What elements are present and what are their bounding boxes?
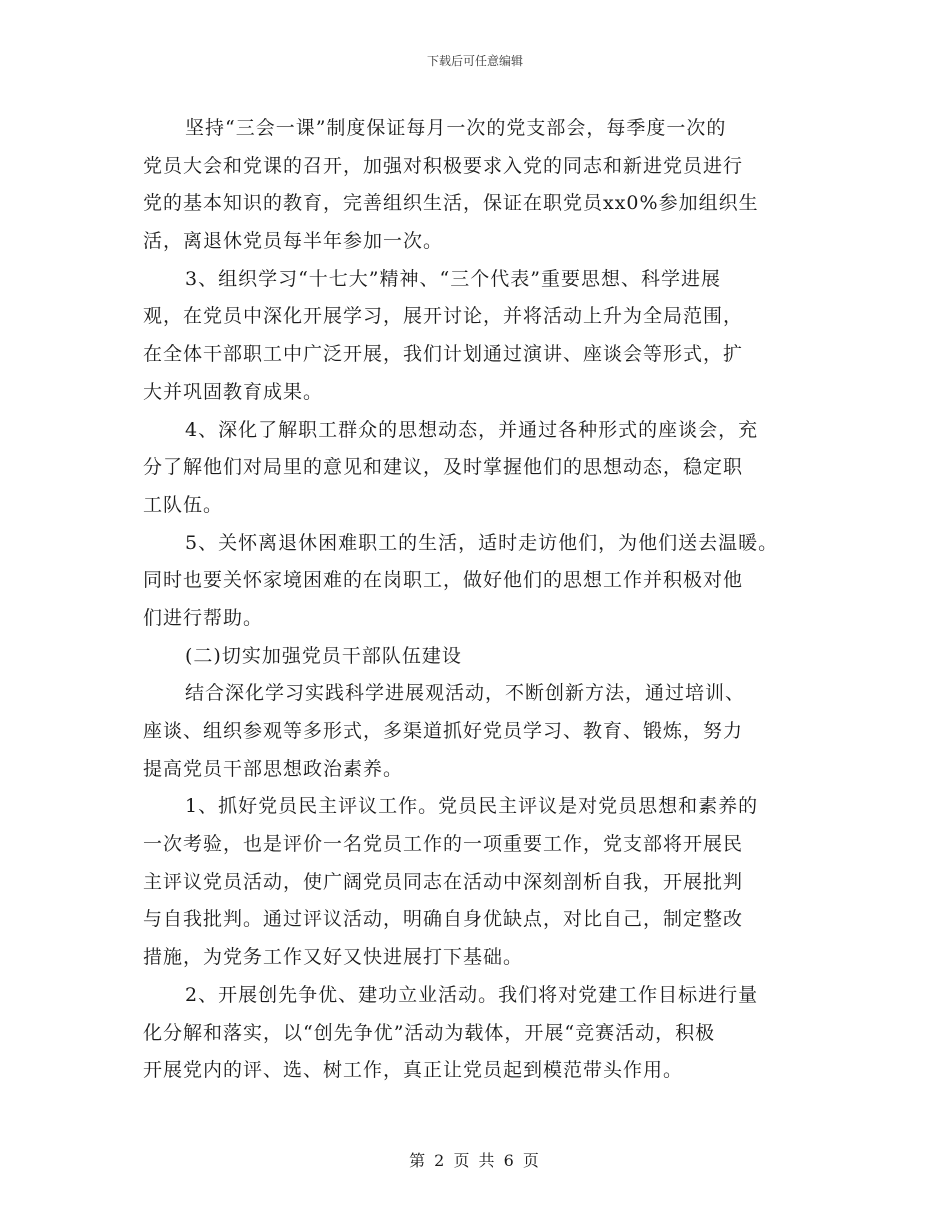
document-body — [143, 110, 813, 1090]
text-line: 3、组织学习“十七大”精神、“三个代表”重要思想、科学进展 — [185, 267, 721, 290]
text-line: 工队伍。 — [143, 493, 224, 516]
text-line: 化分解和落实，以“创先争优”活动为载体，开展“竞赛活动，积极 — [143, 1021, 716, 1044]
text-line: (二)切实加强党员干部队伍建设 — [185, 644, 462, 667]
text-line: 与自我批判。通过评议活动，明确自身优缺点，对比自己，制定整改 — [143, 908, 744, 931]
text-line: 观，在党员中深化开展学习，展开讨论，并将活动上升为全局范围， — [143, 305, 744, 328]
text-line: 提高党员干部思想政治素养。 — [143, 757, 404, 780]
text-line: 主评议党员活动，使广阔党员同志在活动中深刻剖析自我，开展批判 — [143, 870, 744, 893]
text-line: 1、抓好党员民主评议工作。党员民主评议是对党员思想和素养的 — [185, 795, 759, 818]
text-line: 开展党内的评、选、树工作，真正让党员起到模范带头作用。 — [143, 1059, 684, 1082]
text-line: 大并巩固教育成果。 — [143, 380, 324, 403]
text-line: 措施，为党务工作又好又快进展打下基础。 — [143, 946, 524, 969]
text-line: 5、关怀离退休困难职工的生活，适时走访他们，为他们送去温暖。 — [185, 531, 779, 554]
text-line: 2、开展创先争优、建功立业活动。我们将对党建工作目标进行量 — [185, 983, 759, 1006]
text-line: 在全体干部职工中广泛开展，我们计划通过演讲、座谈会等形式，扩 — [143, 343, 744, 366]
text-line: 活，离退休党员每半年参加一次。 — [143, 230, 444, 253]
text-line: 座谈、组织参观等多形式，多渠道抓好党员学习、教育、锻炼，努力 — [143, 720, 744, 742]
page-header: 下载后可任意编辑 — [426, 54, 523, 68]
text-line: 结合深化学习实践科学进展观活动，不断创新方法，通过培训、 — [185, 682, 746, 705]
text-line: 党的基本知识的教育，完善组织生活，保证在职党员xx0%参加组织生 — [143, 192, 759, 215]
page-number: 第 2 页 共 6 页 — [409, 1151, 541, 1170]
text-line: 党员大会和党课的召开，加强对积极要求入党的同志和新进党员进行 — [143, 154, 744, 177]
text-line: 一次考验，也是评价一名党员工作的一项重要工作，党支部将开展民 — [143, 833, 744, 856]
text-line: 坚持“三会一课”制度保证每月一次的党支部会，每季度一次的 — [185, 117, 727, 139]
text-line: 们进行帮助。 — [143, 606, 264, 629]
text-line: 同时也要关怀家境困难的在岗职工，做好他们的思想工作并积极对他 — [143, 569, 744, 592]
text-line: 4、深化了解职工群众的思想动态，并通过各种形式的座谈会，充 — [185, 418, 759, 441]
text-line: 分了解他们对局里的意见和建议，及时掌握他们的思想动态，稳定职 — [143, 456, 744, 479]
